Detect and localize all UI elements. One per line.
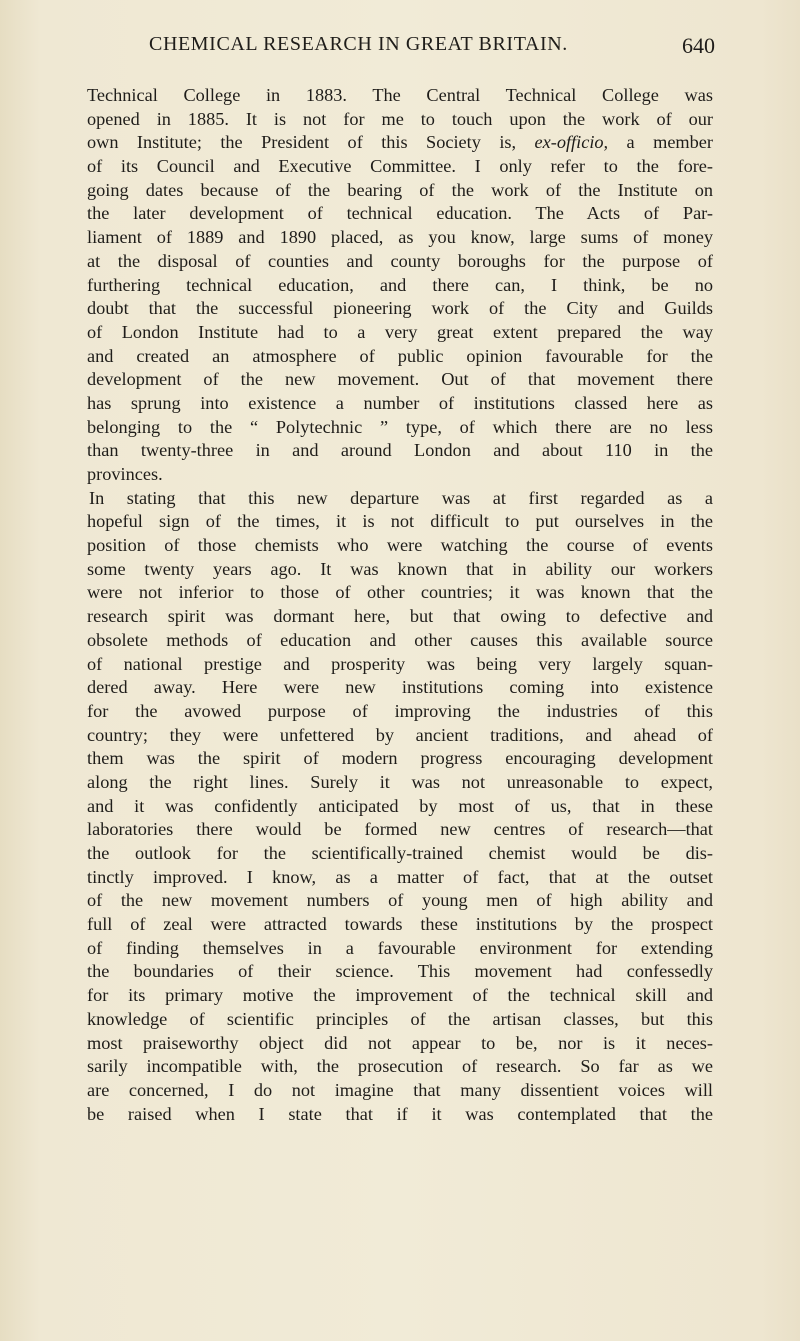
text-run: own Institute; the President of this Society is, [87, 132, 535, 153]
text-line: Technical College in 1883. The Central Technical College was [87, 85, 713, 105]
text-line: of national prestige and prosperity was being very largely squan- [87, 653, 713, 674]
text-line: furthering technical education, and there can, I think, be no [87, 274, 713, 295]
text-line: opened in 1885. It is not for me to touch upon the work of our [87, 108, 713, 129]
text-line: dered away. Here were new institutions coming into existence [87, 677, 713, 698]
body-text [87, 84, 713, 1126]
text-line: most praiseworthy object did not appear to be, nor is it neces- [87, 1032, 713, 1053]
italic-phrase: ex-officio, [534, 132, 609, 153]
running-title: CHEMICAL RESEARCH IN GREAT BRITAIN. [149, 33, 568, 55]
text-run: a member [608, 132, 713, 153]
text-line: has sprung into existence a number of institutions classed here as [87, 392, 713, 413]
text-line: country; they were unfettered by ancient traditions, and ahead of [87, 724, 713, 745]
text-line: belonging to the “ Polytechnic ” type, of which there are no less [87, 416, 713, 437]
text-line: liament of 1889 and 1890 placed, as you know, large sums of money [87, 227, 713, 248]
text-line: full of zeal were attracted towards these institutions by the prospect [87, 914, 713, 935]
text-line: knowledge of scientific principles of the artisan classes, but this [87, 1008, 713, 1029]
text-line [87, 131, 713, 155]
text-line: going dates because of the bearing of the work of the Institute on [87, 179, 713, 200]
text-line: the outlook for the scientifically-trained chemist would be dis- [87, 843, 713, 863]
text-line: them was the spirit of modern progress encouraging development [87, 748, 713, 769]
text-line: obsolete methods of education and other causes this available source [87, 629, 713, 650]
text-line: laboratories there would be formed new centres of research—that [87, 819, 713, 840]
paragraph-start-line: In stating that this new departure was at first regarded as a [89, 487, 713, 508]
text-line: along the right lines. Surely it was not unreasonable to expect, [87, 771, 713, 792]
text-line: doubt that the successful pioneering work of the City and Guilds [87, 298, 713, 319]
text-line: the boundaries of their science. This movement had confessedly [87, 961, 713, 982]
text-line: sarily incompatible with, the prosecution of research. So far as we [87, 1056, 713, 1077]
text-line: are concerned, I do not imagine that many dissentient voices will [87, 1079, 713, 1100]
text-line: for its primary motive the improvement of the technical skill and [87, 985, 713, 1006]
text-line: position of those chemists who were watching the course of events [87, 535, 713, 556]
text-line: and created an atmosphere of public opinion favourable for the [87, 345, 713, 366]
paragraph-end-line: provinces. [87, 464, 163, 484]
text-line: and it was confidently anticipated by most of us, that in these [87, 795, 713, 816]
page-header [149, 33, 715, 63]
text-line: of the new movement numbers of young men of high ability and [87, 890, 713, 911]
text-line: be raised when I state that if it was contemplated that the [87, 1103, 713, 1124]
text-line: were not inferior to those of other countries; it was known that the [87, 582, 713, 603]
text-line: at the disposal of counties and county boroughs for the purpose of [87, 250, 713, 271]
text-line: of finding themselves in a favourable environment for extending [87, 937, 713, 958]
page-number: 640 [682, 33, 715, 58]
text-line: the later development of technical education. The Acts of Par- [87, 203, 713, 224]
text-line: tinctly improved. I know, as a matter of fact, that at the outset [87, 866, 713, 887]
text-line: than twenty-three in and around London and about 110 in the [87, 440, 713, 461]
text-line: development of the new movement. Out of that movement there [87, 369, 713, 390]
text-line: hopeful sign of the times, it is not difficult to put ourselves in the [87, 511, 713, 532]
text-line: research spirit was dormant here, but that owing to defective and [87, 606, 713, 627]
text-line: for the avowed purpose of improving the industries of this [87, 700, 713, 721]
text-line: some twenty years ago. It was known that in ability our workers [87, 558, 713, 579]
text-line: of its Council and Executive Committee. I only refer to the fore- [87, 156, 713, 177]
text-line: of London Institute had to a very great extent prepared the way [87, 321, 713, 342]
